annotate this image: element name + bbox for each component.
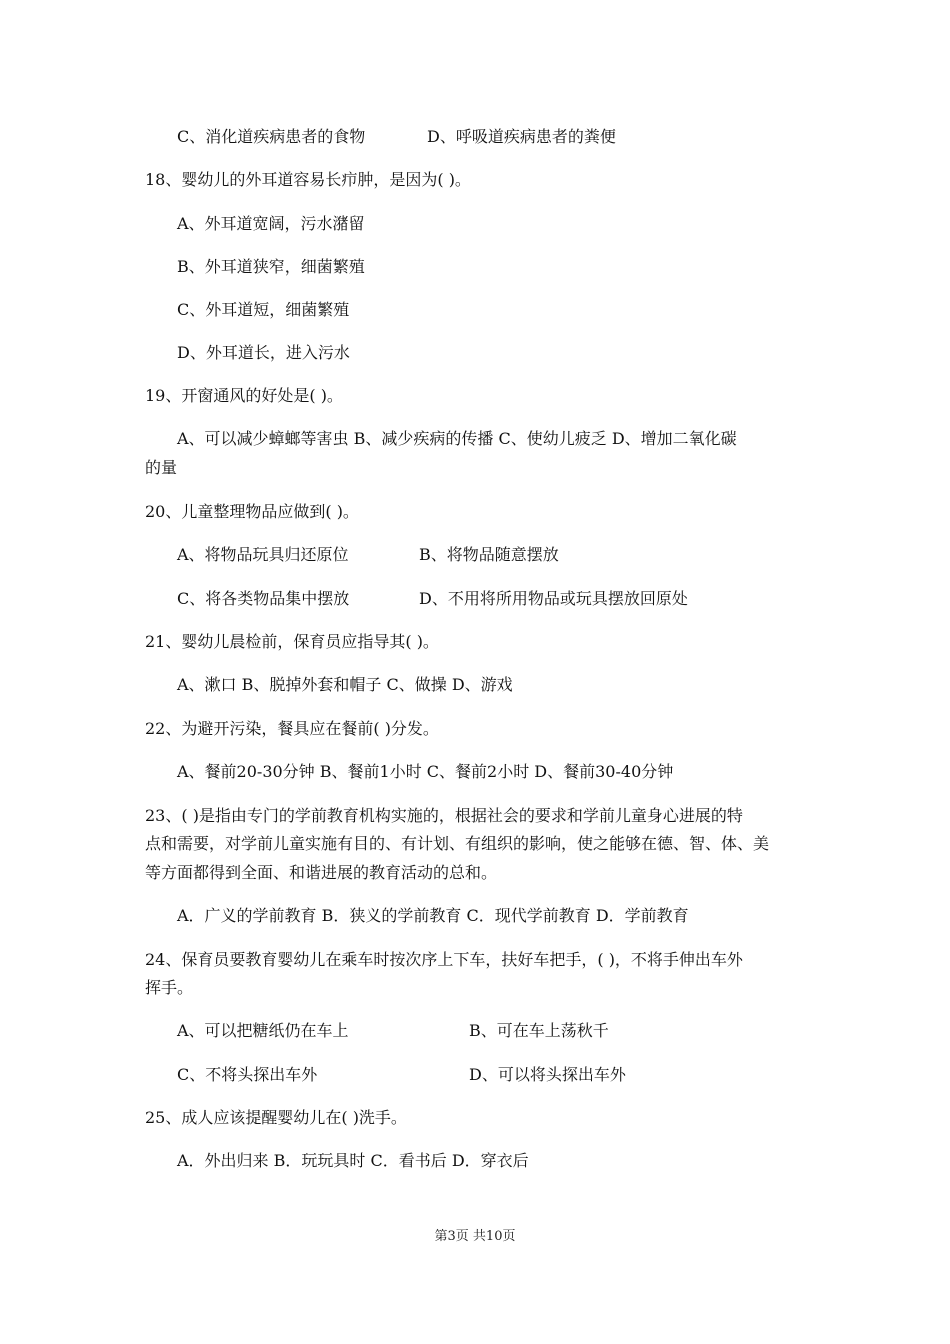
question-23-line-2: 点和需要，对学前儿童实施有目的、有计划、有组织的影响，使之能够在德、智、体、美 [145, 834, 770, 853]
question-20-stem: 20、儿童整理物品应做到( )。 [145, 502, 359, 521]
page-number-footer: 第3页 共10页 [434, 1229, 516, 1244]
question-24-line-2: 挥手。 [145, 978, 194, 997]
question-23-line-3: 等方面都得到全面、和谐进展的教育活动的总和。 [145, 863, 498, 882]
question-24-option-a: A、可以把糖纸仍在车上 [177, 1021, 349, 1040]
question-19-stem: 19、开窗通风的好处是( )。 [145, 386, 343, 405]
question-18-option-b: B、外耳道狭窄，细菌繁殖 [177, 257, 365, 276]
question-25-stem: 25、成人应该提醒婴幼儿在( )洗手。 [145, 1108, 407, 1127]
question-18-stem: 18、婴幼儿的外耳道容易长疖肿，是因为( )。 [145, 170, 471, 189]
question-21-options: A、漱口 B、脱掉外套和帽子 C、做操 D、游戏 [177, 675, 513, 694]
question-23-options: A．广义的学前教育 B．狭义的学前教育 C．现代学前教育 D．学前教育 [177, 906, 689, 925]
question-22-options: A、餐前20-30分钟 B、餐前1小时 C、餐前2小时 D、餐前30-40分钟 [177, 762, 674, 781]
question-19-options-continued: 的量 [145, 458, 178, 477]
question-25-options: A．外出归来 B．玩玩具时 C．看书后 D．穿衣后 [177, 1151, 529, 1170]
option-c-prev: C、消化道疾病患者的食物 [177, 127, 366, 146]
question-24-line-1: 24、保育员要教育婴幼儿在乘车时按次序上下车，扶好车把手，( )，不将手伸出车外 [145, 950, 743, 969]
question-20-option-d: D、不用将所用物品或玩具摆放回原处 [419, 589, 688, 608]
question-24-option-b: B、可在车上荡秋千 [469, 1021, 609, 1040]
question-24-option-d: D、可以将头探出车外 [469, 1065, 626, 1084]
question-20-option-b: B、将物品随意摆放 [419, 545, 559, 564]
option-d-prev: D、呼吸道疾病患者的粪便 [427, 127, 616, 146]
question-23-line-1: 23、( )是指由专门的学前教育机构实施的，根据社会的要求和学前儿童身心进展的特 [145, 806, 743, 825]
question-24-option-c: C、不将头探出车外 [177, 1065, 318, 1084]
question-18-option-a: A、外耳道宽阔，污水潴留 [177, 214, 365, 233]
question-20-option-a: A、将物品玩具归还原位 [177, 545, 349, 564]
question-20-option-c: C、将各类物品集中摆放 [177, 589, 350, 608]
question-18-option-d: D、外耳道长，进入污水 [177, 343, 350, 362]
question-21-stem: 21、婴幼儿晨检前，保育员应指导其( )。 [145, 632, 439, 651]
question-19-options: A、可以减少蟑螂等害虫 B、减少疾病的传播 C、使幼儿疲乏 D、增加二氧化碳 [177, 429, 737, 448]
question-18-option-c: C、外耳道短，细菌繁殖 [177, 300, 350, 319]
question-22-stem: 22、为避开污染，餐具应在餐前( )分发。 [145, 719, 439, 738]
